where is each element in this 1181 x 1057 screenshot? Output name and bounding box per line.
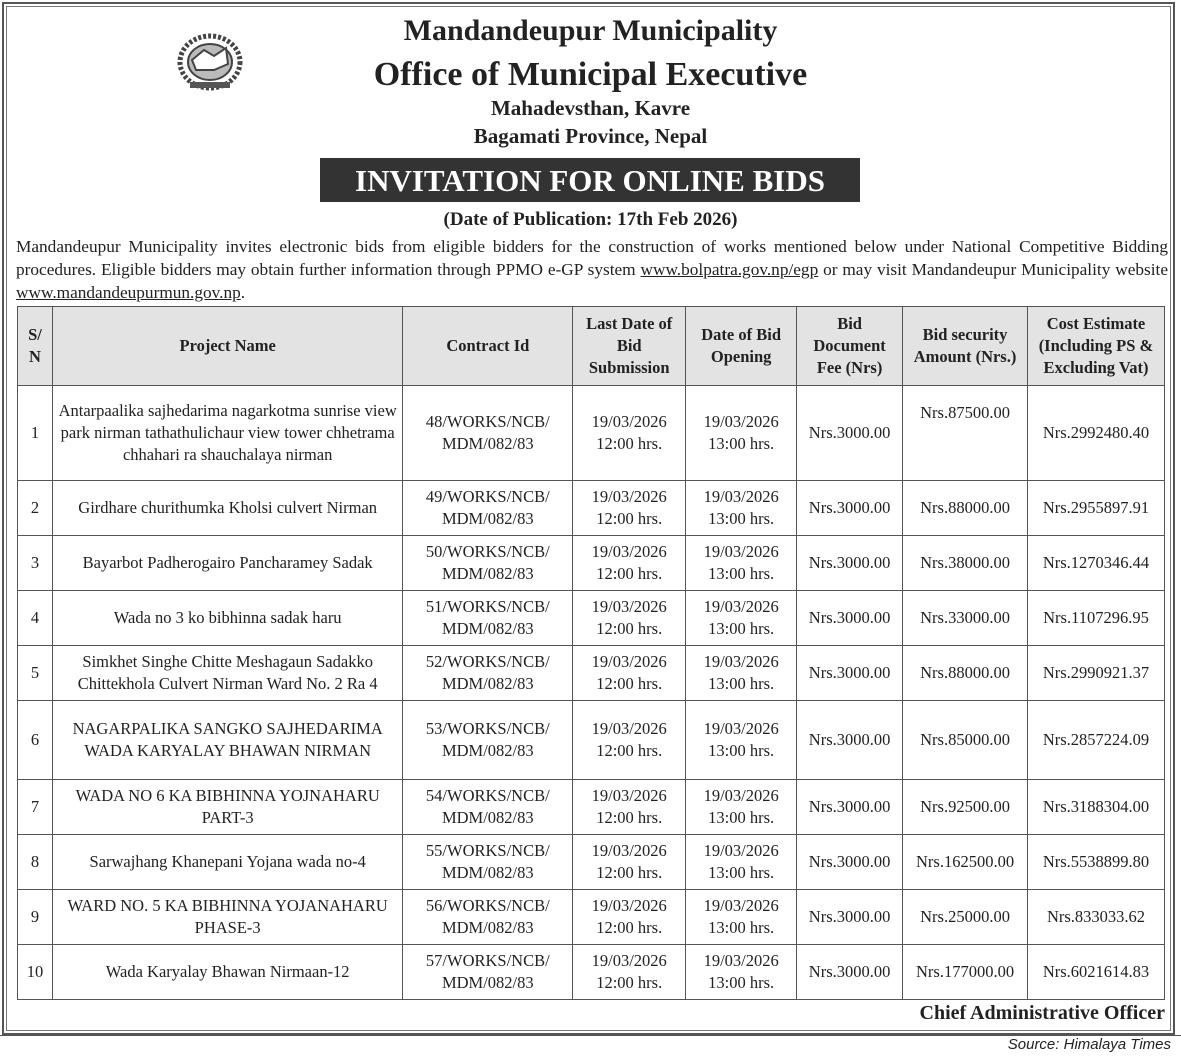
signatory: Chief Administrative Officer	[919, 1002, 1165, 1024]
cell-contract-id: 55/WORKS/NCB/ MDM/082/83	[403, 835, 573, 890]
cell-submission-date: 19/03/2026 12:00 hrs.	[573, 780, 686, 835]
cell-project-name: WADA NO 6 KA BIBHINNA YOJNAHARU PART-3	[52, 780, 402, 835]
header-contract-id: Contract Id	[403, 307, 573, 386]
cell-opening-date: 19/03/2026 13:00 hrs.	[686, 386, 797, 481]
cell-bid-security: Nrs.38000.00	[903, 536, 1028, 591]
notice-title-banner: INVITATION FOR ONLINE BIDS	[320, 158, 860, 202]
cell-bid-security: Nrs.162500.00	[903, 835, 1028, 890]
cell-document-fee: Nrs.3000.00	[797, 890, 903, 945]
cell-project-name: Antarpaalika sajhedarima nagarkotma sunrise view park nirman tathathulichaur view tower chhetrama chhahari ra shauchalaya nirman	[52, 386, 402, 481]
header-bid-security: Bid security Amount (Nrs.)	[903, 307, 1028, 386]
cell-document-fee: Nrs.3000.00	[797, 780, 903, 835]
office-name: Office of Municipal Executive	[373, 56, 808, 93]
cell-document-fee: Nrs.3000.00	[797, 701, 903, 780]
cell-bid-security: Nrs.92500.00	[903, 780, 1028, 835]
cell-contract-id: 51/WORKS/NCB/ MDM/082/83	[403, 591, 573, 646]
cell-sn: 8	[18, 835, 53, 890]
cell-project-name: NAGARPALIKA SANGKO SAJHEDARIMA WADA KARYALAY BHAWAN NIRMAN	[52, 701, 402, 780]
cell-sn: 7	[18, 780, 53, 835]
cell-cost-estimate: Nrs.2955897.91	[1028, 481, 1165, 536]
table-row	[18, 890, 1165, 945]
header-submission-date: Last Date of Bid Submission	[573, 307, 686, 386]
cell-contract-id: 48/WORKS/NCB/ MDM/082/83	[403, 386, 573, 481]
cell-submission-date: 19/03/2026 12:00 hrs.	[573, 386, 686, 481]
cell-sn: 10	[18, 945, 53, 1000]
table-header-row	[18, 307, 1165, 386]
intro-text: Mandandeupur Municipality invites electronic bids from eligible bidders for the construction of works mentioned below under National Competitive Bidding procedures. Eligible bidders may obtain further information through PPMO e-GP system	[16, 237, 1168, 279]
cell-cost-estimate: Nrs.1107296.95	[1028, 591, 1165, 646]
header-project-name: Project Name	[52, 307, 402, 386]
cell-sn: 1	[18, 386, 53, 481]
address-line-2: Bagamati Province, Nepal	[473, 124, 708, 148]
cell-opening-date: 19/03/2026 13:00 hrs.	[686, 780, 797, 835]
cell-document-fee: Nrs.3000.00	[797, 481, 903, 536]
cell-submission-date: 19/03/2026 12:00 hrs.	[573, 481, 686, 536]
cell-submission-date: 19/03/2026 12:00 hrs.	[573, 536, 686, 591]
cell-opening-date: 19/03/2026 13:00 hrs.	[686, 701, 797, 780]
cell-document-fee: Nrs.3000.00	[797, 591, 903, 646]
cell-contract-id: 57/WORKS/NCB/ MDM/082/83	[403, 945, 573, 1000]
cell-project-name: Wada no 3 ko bibhinna sadak haru	[52, 591, 402, 646]
table-row	[18, 945, 1165, 1000]
cell-opening-date: 19/03/2026 13:00 hrs.	[686, 945, 797, 1000]
cell-submission-date: 19/03/2026 12:00 hrs.	[573, 945, 686, 1000]
cell-submission-date: 19/03/2026 12:00 hrs.	[573, 701, 686, 780]
municipality-name: Mandandeupur Municipality	[403, 14, 778, 47]
intro-text: .	[240, 283, 246, 302]
table-row	[18, 780, 1165, 835]
header-cost-estimate: Cost Estimate (Including PS & Excluding Vat)	[1028, 307, 1165, 386]
cell-cost-estimate: Nrs.2857224.09	[1028, 701, 1165, 780]
source-credit: Source: Himalaya Times	[1007, 1036, 1171, 1053]
cell-cost-estimate: Nrs.833033.62	[1028, 890, 1165, 945]
header-opening-date: Date of Bid Opening	[686, 307, 797, 386]
cell-document-fee: Nrs.3000.00	[797, 646, 903, 701]
cell-contract-id: 49/WORKS/NCB/ MDM/082/83	[403, 481, 573, 536]
table-row	[18, 646, 1165, 701]
cell-submission-date: 19/03/2026 12:00 hrs.	[573, 591, 686, 646]
publication-date: (Date of Publication: 17th Feb 2026)	[443, 209, 738, 230]
cell-project-name: Sarwajhang Khanepani Yojana wada no-4	[52, 835, 402, 890]
address-line-1: Mahadevsthan, Kavre	[490, 96, 691, 120]
header-document-fee: Bid Document Fee (Nrs)	[797, 307, 903, 386]
cell-bid-security: Nrs.25000.00	[903, 890, 1028, 945]
cell-contract-id: 53/WORKS/NCB/ MDM/082/83	[403, 701, 573, 780]
cell-submission-date: 19/03/2026 12:00 hrs.	[573, 890, 686, 945]
cell-contract-id: 56/WORKS/NCB/ MDM/082/83	[403, 890, 573, 945]
cell-contract-id: 54/WORKS/NCB/ MDM/082/83	[403, 780, 573, 835]
cell-bid-security: Nrs.87500.00	[903, 386, 1028, 481]
egp-link[interactable]: www.bolpatra.gov.np/egp	[640, 260, 819, 279]
cell-project-name: Simkhet Singhe Chitte Meshagaun Sadakko Chittekhola Culvert Nirman Ward No. 2 Ra 4	[52, 646, 402, 701]
cell-bid-security: Nrs.177000.00	[903, 945, 1028, 1000]
footer-divider	[0, 1035, 1181, 1039]
cell-bid-security: Nrs.33000.00	[903, 591, 1028, 646]
table-row	[18, 835, 1165, 890]
cell-document-fee: Nrs.3000.00	[797, 536, 903, 591]
header-sn: S/ N	[18, 307, 53, 386]
cell-contract-id: 50/WORKS/NCB/ MDM/082/83	[403, 536, 573, 591]
cell-opening-date: 19/03/2026 13:00 hrs.	[686, 591, 797, 646]
cell-cost-estimate: Nrs.6021614.83	[1028, 945, 1165, 1000]
cell-sn: 9	[18, 890, 53, 945]
intro-paragraph	[16, 235, 1168, 304]
cell-submission-date: 19/03/2026 12:00 hrs.	[573, 646, 686, 701]
cell-project-name: Wada Karyalay Bhawan Nirmaan-12	[52, 945, 402, 1000]
cell-opening-date: 19/03/2026 13:00 hrs.	[686, 481, 797, 536]
cell-submission-date: 19/03/2026 12:00 hrs.	[573, 835, 686, 890]
cell-cost-estimate: Nrs.1270346.44	[1028, 536, 1165, 591]
cell-project-name: WARD NO. 5 KA BIBHINNA YOJANAHARU PHASE-3	[52, 890, 402, 945]
table-row	[18, 591, 1165, 646]
cell-opening-date: 19/03/2026 13:00 hrs.	[686, 536, 797, 591]
cell-bid-security: Nrs.88000.00	[903, 646, 1028, 701]
cell-cost-estimate: Nrs.5538899.80	[1028, 835, 1165, 890]
table-row	[18, 536, 1165, 591]
cell-sn: 6	[18, 701, 53, 780]
cell-sn: 3	[18, 536, 53, 591]
cell-sn: 5	[18, 646, 53, 701]
cell-cost-estimate: Nrs.2992480.40	[1028, 386, 1165, 481]
table-row	[18, 701, 1165, 780]
cell-document-fee: Nrs.3000.00	[797, 386, 903, 481]
cell-bid-security: Nrs.85000.00	[903, 701, 1028, 780]
cell-cost-estimate: Nrs.2990921.37	[1028, 646, 1165, 701]
cell-opening-date: 19/03/2026 13:00 hrs.	[686, 890, 797, 945]
cell-opening-date: 19/03/2026 13:00 hrs.	[686, 835, 797, 890]
cell-project-name: Girdhare churithumka Kholsi culvert Nirman	[52, 481, 402, 536]
cell-cost-estimate: Nrs.3188304.00	[1028, 780, 1165, 835]
cell-document-fee: Nrs.3000.00	[797, 945, 903, 1000]
cell-opening-date: 19/03/2026 13:00 hrs.	[686, 646, 797, 701]
cell-sn: 4	[18, 591, 53, 646]
cell-sn: 2	[18, 481, 53, 536]
cell-document-fee: Nrs.3000.00	[797, 835, 903, 890]
intro-text: or may visit Mandandeupur Municipality website	[818, 260, 1168, 279]
bids-table	[17, 306, 1165, 1000]
municipality-website-link[interactable]: www.mandandeupurmun.gov.np	[16, 283, 241, 302]
cell-bid-security: Nrs.88000.00	[903, 481, 1028, 536]
table-row	[18, 481, 1165, 536]
table-row	[18, 386, 1165, 481]
cell-project-name: Bayarbot Padherogairo Pancharamey Sadak	[52, 536, 402, 591]
cell-contract-id: 52/WORKS/NCB/ MDM/082/83	[403, 646, 573, 701]
